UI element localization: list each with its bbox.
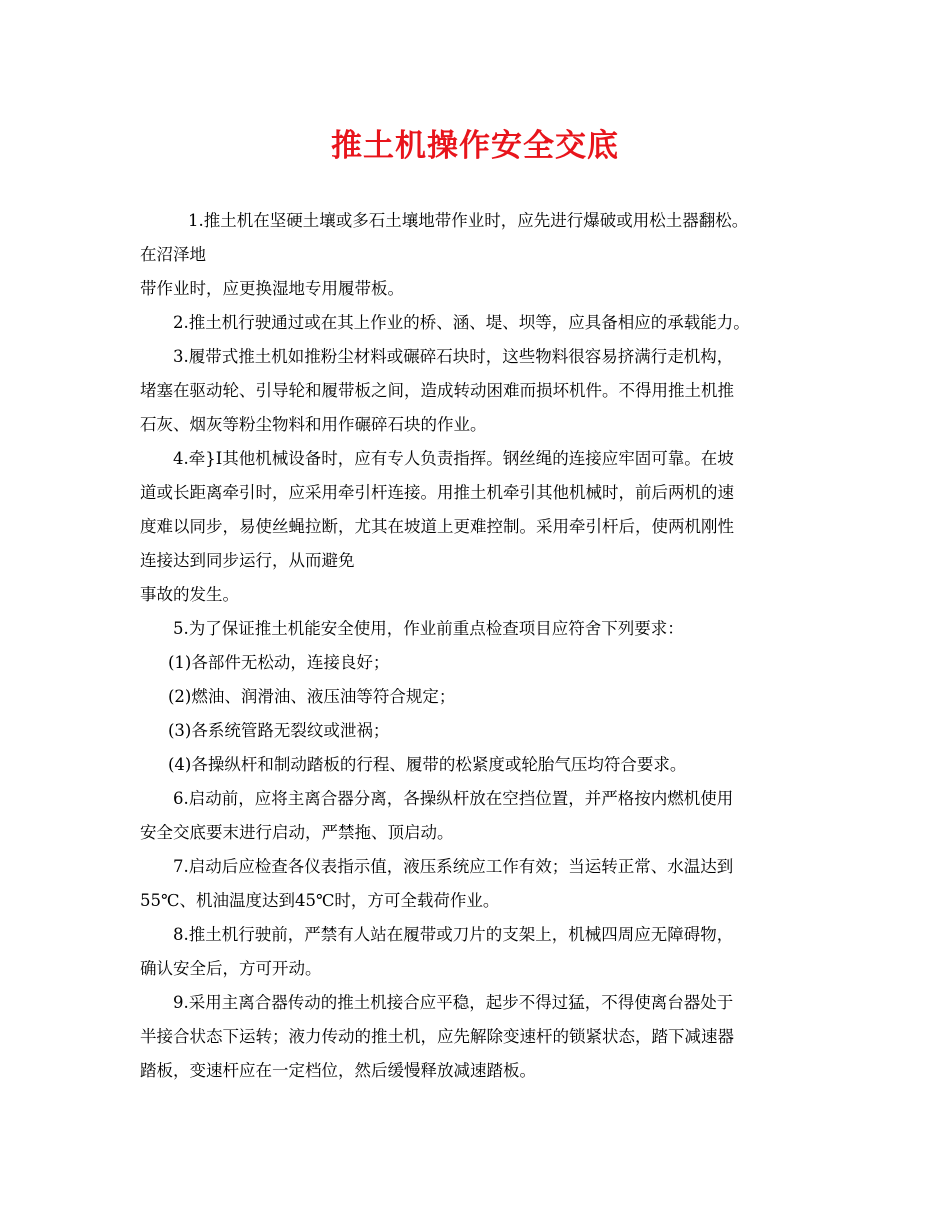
text-line: 度难以同步，易使丝蝇拉断，尤其在坡道上更难控制。采用牵引杆后，使两机刚性 (140, 517, 734, 536)
text-line: 7.启动后应检查各仪表指示值，液压系统应工作有效；当运转正常、水温达到 (173, 857, 734, 876)
document-body (140, 204, 830, 1088)
text-line: 9.采用主离合器传动的推土机接合应平稳，起步不得过猛，不得使离台器处于 (173, 993, 734, 1012)
text-line: 2.推土机行驶通过或在其上作业的桥、涵、堤、坝等，应具备相应的承载能力。 (173, 313, 750, 332)
document-title: 推土机操作安全交底 (331, 128, 619, 164)
text-line: 8.推土机行驶前，严禁有人站在履带或刀片的支架上，机械四周应无障碍物， (173, 925, 734, 944)
text-line: (3)各系统管路无裂纹或泄祸； (168, 721, 390, 740)
text-line: 堵塞在驱动轮、引导轮和履带板之间，造成转动困难而损坏机件。不得用推土机推 (140, 381, 734, 400)
text-line: 6.启动前，应将主离合器分离，各操纵杆放在空挡位置，并严格按内燃机使用 (173, 789, 734, 808)
text-line: 3.履带式推土机如推粉尘材料或碾碎石块时，这些物料很容易挤满行走机构， (173, 347, 734, 366)
text-line: 在沼泽地 (140, 245, 206, 264)
text-line: 石灰、烟灰等粉尘物料和用作碾碎石块的作业。 (140, 415, 487, 434)
text-line: 半接合状态下运转；液力传动的推土机，应先解除变速杆的锁紧状态，踏下减速器 (140, 1027, 734, 1046)
text-line: 55℃、机油温度达到45℃时，方可全载荷作业。 (140, 891, 500, 910)
text-line: 事故的发生。 (140, 585, 239, 604)
text-line: 5.为了保证推土机能安全使用，作业前重点检查项目应符舍下列要求： (173, 619, 684, 638)
text-line: (1)各部件无松动，连接良好； (168, 653, 390, 672)
text-line: 连接达到同步运行，从而避免 (140, 551, 355, 570)
text-line: (2)燃油、润滑油、液压油等符合规定； (168, 687, 456, 706)
text-line: 4.牵}I其他机械设备时，应有专人负责指挥。钢丝绳的连接应牢固可靠。在坡 (173, 449, 734, 468)
text-line: 确认安全后，方可开动。 (140, 959, 322, 978)
text-line: (4)各操纵杆和制动踏板的行程、履带的松紧度或轮胎气压均符合要求。 (168, 755, 687, 774)
text-line: 踏板，变速杆应在一定档位，然后缓慢释放减速踏板。 (140, 1061, 536, 1080)
text-line: 带作业时，应更换湿地专用履带板。 (140, 279, 404, 298)
text-line: 安全交底要末进行启动，严禁拖、顶启动。 (140, 823, 454, 842)
text-line: 道或长距离牵引时，应采用牵引杆连接。用推土机牵引其他机械时，前后两机的速 (140, 483, 734, 502)
text-line: 1.推土机在坚硬土壤或多石土壤地带作业时，应先进行爆破或用松土器翻松。 (188, 211, 749, 230)
